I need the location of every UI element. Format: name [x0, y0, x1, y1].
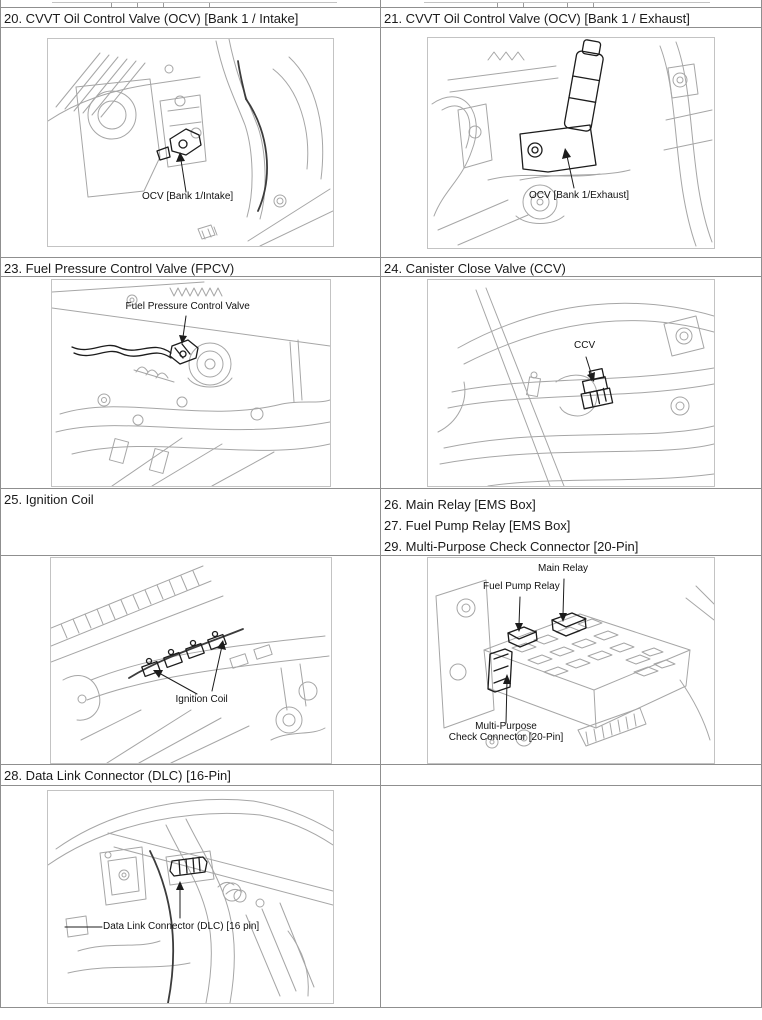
header-dlc: 28. Data Link Connector (DLC) [16-Pin] — [1, 765, 381, 786]
callout-ccv: CCV — [574, 339, 596, 351]
figure-ocv-exhaust — [427, 37, 715, 249]
figure-cell-ocv-exhaust — [381, 28, 761, 258]
figure-dlc — [47, 790, 334, 1004]
figure-cell-ccv — [381, 277, 761, 489]
callout-fuel-pump-relay: Fuel Pump Relay — [483, 580, 560, 592]
figure-cell-empty — [381, 786, 761, 1008]
callout-main-relay: Main Relay — [538, 562, 589, 574]
header-empty — [381, 765, 761, 786]
sliver-cell-left — [1, 0, 381, 8]
header-fpcv: 23. Fuel Pressure Control Valve (FPCV) — [1, 258, 381, 277]
header-fuel-pump-relay: 27. Fuel Pump Relay [EMS Box] — [384, 518, 571, 533]
figure-fpcv — [51, 279, 331, 487]
sliver-cell-right — [381, 0, 761, 8]
figure-cell-fpcv — [1, 277, 381, 489]
figure-relay-box — [427, 557, 715, 764]
figure-ignition-coil — [50, 557, 332, 764]
previous-figure-bottom-edge — [52, 2, 337, 3]
callout-multi-purpose-connector — [436, 721, 576, 743]
callout-multi-purpose-line2: Check Connector [20-Pin] — [448, 731, 564, 743]
figure-cell-dlc — [1, 786, 381, 1008]
figure-ocv-intake — [47, 38, 334, 247]
callout-multi-purpose-line1: Multi-Purpose — [475, 720, 537, 732]
engine-sketch — [48, 791, 333, 1003]
header-ccv: 24. Canister Close Valve (CCV) — [381, 258, 761, 277]
callout-dlc: Data Link Connector (DLC) [16 pin] — [103, 920, 260, 932]
engine-sketch — [428, 38, 714, 248]
engine-sketch — [428, 280, 714, 486]
figure-ccv — [427, 279, 715, 487]
callout-fpcv: Fuel Pressure Control Valve — [125, 300, 250, 312]
callout-ocv-exhaust: OCV [Bank 1/Exhaust] — [529, 189, 630, 201]
engine-sketch — [51, 558, 331, 763]
figure-cell-relay-box — [381, 556, 761, 765]
header-multi-purpose-connector: 29. Multi-Purpose Check Connector [20-Pin] — [384, 539, 639, 554]
engine-sketch — [48, 39, 333, 246]
callout-ocv-intake: OCV [Bank 1/Intake] — [142, 191, 234, 202]
header-ignition-coil: 25. Ignition Coil — [1, 489, 381, 556]
header-main-relay: 26. Main Relay [EMS Box] — [384, 497, 536, 512]
header-relay-box — [381, 489, 761, 556]
figure-cell-ignition-coil — [1, 556, 381, 765]
header-ocv-intake: 20. CVVT Oil Control Valve (OCV) [Bank 1 / Intake] — [1, 8, 381, 28]
figure-cell-ocv-intake — [1, 28, 381, 258]
callout-ignition-coil: Ignition Coil — [175, 693, 228, 705]
header-ocv-exhaust: 21. CVVT Oil Control Valve (OCV) [Bank 1 / Exhaust] — [381, 8, 761, 28]
